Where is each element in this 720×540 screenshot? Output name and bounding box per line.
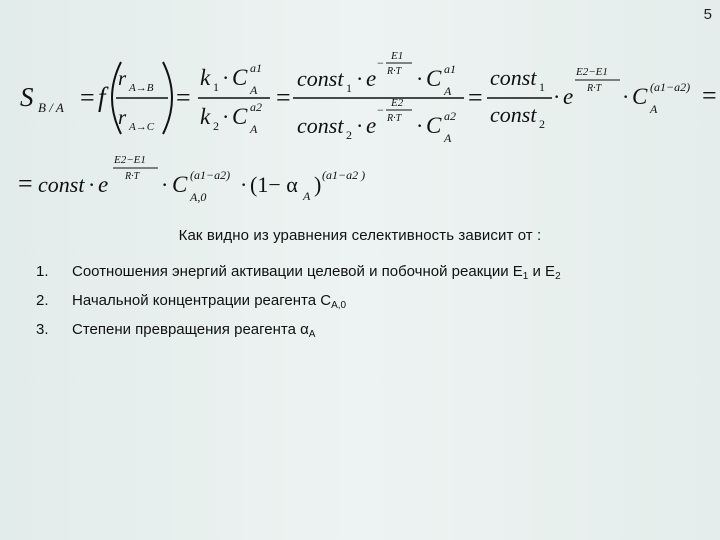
exponent-a1-a2: (a1−a2) [190,168,231,182]
alpha-subscript: A [303,189,311,203]
selectivity-symbol: S [20,82,34,112]
exp-e: e [366,66,377,91]
cdot: · [240,172,248,197]
k2-subscript: 2 [213,119,219,133]
exp-denominator-RT: R·T [125,171,140,182]
exp-e: e [366,113,377,138]
exp-denominator-RT: R·T [587,83,602,94]
cdot: · [416,113,424,138]
list-item [36,263,561,292]
k1-subscript: 1 [213,80,219,94]
concentration: C [426,113,442,138]
caption: Как видно из уравнения селективность зависит от : [178,227,542,244]
rate-top-subscript: A→B [129,82,154,94]
const2: const [297,113,344,138]
selectivity-formula [0,0,720,215]
rate-bottom: r [118,105,127,129]
exponent-a1-a2: (a1−a2 ) [322,168,366,182]
equals-sign: = [276,83,291,112]
equals-sign: = [468,83,483,112]
const1: const [490,65,537,90]
list-item [36,292,561,321]
list-subscript: 1 [522,271,529,282]
equals-sign: = [18,169,33,198]
exp-denominator-RT: R·T [387,113,402,124]
equals-sign: = [176,83,191,112]
cdot: · [222,65,230,90]
function-f: f [98,82,106,112]
cdot: · [356,66,364,91]
exponent-a2: a2 [250,100,262,114]
rate-bottom-subscript: A→C [129,121,155,133]
cdot: · [88,172,96,197]
list-number: 1. [36,263,49,280]
list-subscript: 2 [555,271,561,282]
list-number: 3. [36,321,49,338]
subscript-A0: A,0 [190,190,207,204]
k2: k [200,104,211,129]
list-text: Соотношения энергий активации целевой и побочной реакции Е [72,263,523,280]
cdot: · [222,104,230,129]
concentration: C [232,65,248,90]
exp-minus: − [377,56,384,70]
list-item [36,321,561,350]
dependency-list [36,263,561,350]
k1: k [200,65,211,90]
alpha-symbol: α [300,321,309,338]
exp-e: e [563,84,574,109]
exp-e: e [98,172,109,197]
one-minus-alpha: (1− α [250,172,298,197]
list-subscript: А,0 [331,300,347,311]
list-text: и Е [528,263,556,280]
exp-numerator-E2-E1: E2−E1 [114,154,146,166]
subscript-A: A [444,131,452,145]
rate-top: r [118,66,127,90]
concentration: C [632,84,648,109]
equals-sign: = [80,83,95,112]
subscript-A: A [650,102,658,116]
exponent-a2: a2 [444,109,456,123]
concentration: C [172,172,188,197]
const1-subscript: 1 [539,80,545,94]
concentration: C [232,104,248,129]
exp-numerator-E2-E1: E2−E1 [576,66,608,78]
const2-subscript: 2 [539,117,545,131]
subscript-A: A [250,122,258,136]
list-text: Начальной концентрации реагента С [72,292,332,309]
exp-denominator-RT: R·T [387,66,402,77]
const1: const [297,66,344,91]
close-paren: ) [314,172,322,197]
exp-minus: − [377,103,384,117]
cdot: · [161,172,169,197]
exponent-a1-a2: (a1−a2) [650,80,691,94]
exponent-a1: a1 [250,61,262,75]
list-text: Степени превращения реагента [72,321,301,338]
cdot: · [416,66,424,91]
equals-sign: = [702,81,717,110]
cdot: · [622,84,630,109]
list-number: 2. [36,292,49,309]
const1-subscript: 1 [346,81,352,95]
exponent-a1: a1 [444,62,456,76]
cdot: · [356,113,364,138]
exp-numerator-E1: E1 [391,50,404,62]
const2: const [490,102,537,127]
selectivity-subscript: B / A [38,100,64,115]
const: const [38,172,85,197]
cdot: · [553,84,561,109]
concentration: C [426,66,442,91]
page-number: 5 [703,6,712,23]
list-subscript: A [308,329,316,340]
subscript-A: A [250,83,258,97]
const2-subscript: 2 [346,128,352,142]
subscript-A: A [444,84,452,98]
exp-numerator-E2: E2 [391,97,404,109]
